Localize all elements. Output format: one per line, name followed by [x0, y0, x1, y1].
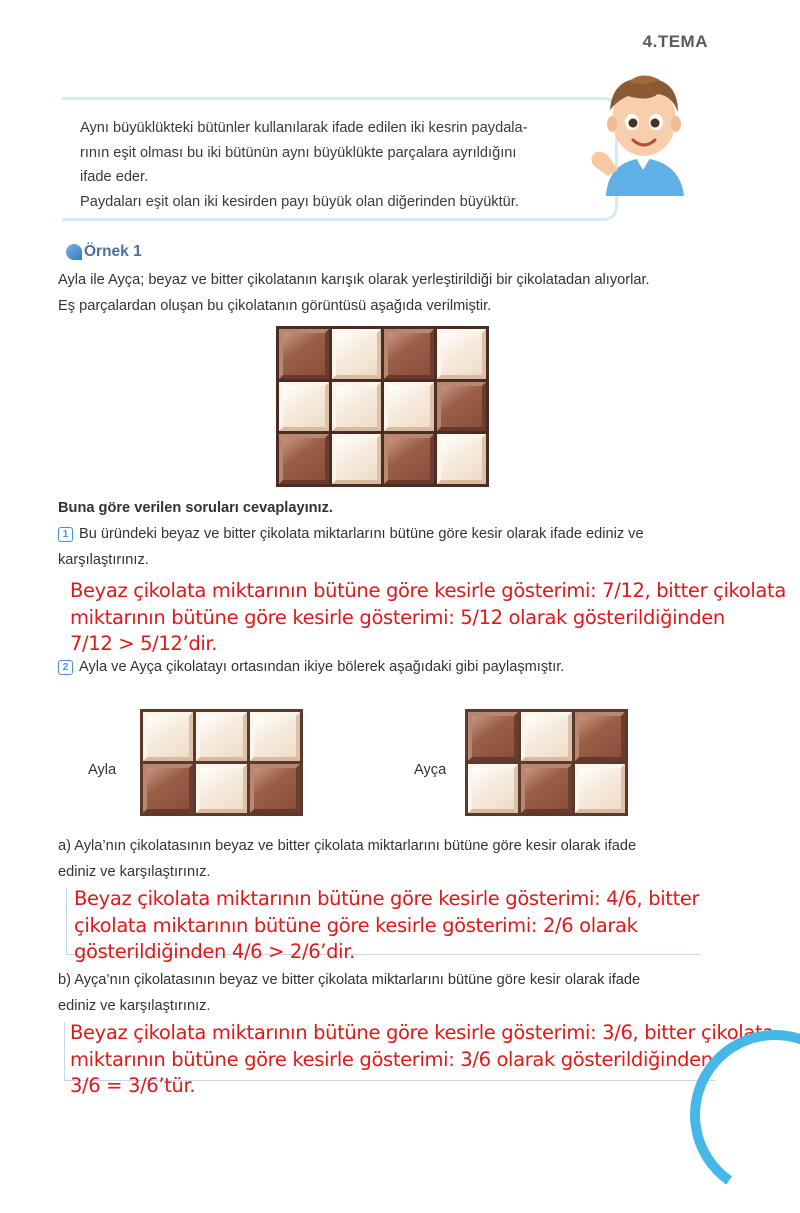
answer-line: 7/12 > 5/12’dir. — [70, 632, 218, 655]
boy-mascot-icon — [588, 66, 698, 196]
white-chocolate-piece — [332, 329, 382, 379]
answer-2a — [74, 886, 699, 966]
intro-line: Ayla ile Ayça; beyaz ve bitter çikolatanın karışık olarak yerleştirildiği bir çikolatadan alıyorlar. — [58, 272, 650, 288]
dark-chocolate-piece — [437, 382, 487, 432]
chocolate-bar-ayla — [140, 709, 303, 816]
answer-line: gösterildiğinden 4/6 > 2/6’dir. — [74, 940, 355, 963]
dark-chocolate-piece — [468, 712, 518, 761]
white-chocolate-piece — [196, 712, 246, 761]
example-tab-icon — [66, 244, 82, 260]
number-one-icon: 1 — [58, 527, 73, 542]
dark-chocolate-piece — [250, 764, 300, 813]
question-1-line: karşılaştırınız. — [58, 552, 149, 568]
ayca-label: Ayça — [414, 762, 447, 778]
answer-1 — [70, 578, 786, 658]
question-2a-line: ediniz ve karşılaştırınız. — [58, 864, 211, 880]
question-2-text: Ayla ve Ayça çikolatayı ortasından ikiye bölerek aşağıdaki gibi paylaşmıştır. — [79, 659, 565, 675]
question-2-line — [58, 659, 564, 675]
white-chocolate-piece — [384, 382, 434, 432]
answer-line: Beyaz çikolata miktarının bütüne göre kesirle gösterimi: 4/6, bitter — [74, 887, 700, 910]
white-chocolate-piece — [279, 382, 329, 432]
dark-chocolate-piece — [575, 712, 625, 761]
question-1-line — [58, 526, 644, 542]
answer-line: Beyaz çikolata miktarının bütüne göre kesirle gösterimi: 3/6, bitter çikolata — [70, 1021, 774, 1044]
chocolate-bar-ayca — [465, 709, 628, 816]
white-chocolate-piece — [332, 434, 382, 484]
info-box — [62, 97, 618, 221]
white-chocolate-piece — [575, 764, 625, 813]
question-2b-line: b) Ayça’nın çikolatasının beyaz ve bitter çikolata miktarlarını bütüne göre kesir olarak ifade — [58, 972, 641, 988]
dark-chocolate-piece — [279, 434, 329, 484]
example-title-text: Örnek 1 — [84, 243, 142, 260]
white-chocolate-piece — [437, 329, 487, 379]
chocolate-bar-full — [276, 326, 489, 487]
info-line: rının eşit olması bu iki bütünün aynı büyüklükte parçalara ayrıldığını — [80, 144, 517, 161]
white-chocolate-piece — [468, 764, 518, 813]
white-chocolate-piece — [196, 764, 246, 813]
instruction: Buna göre verilen soruları cevaplayınız. — [58, 500, 333, 516]
answer-line: 3/6 = 3/6’tür. — [70, 1074, 196, 1097]
intro-line: Eş parçalardan oluşan bu çikolatanın görüntüsü aşağıda verilmiştir. — [58, 298, 492, 314]
white-chocolate-piece — [250, 712, 300, 761]
white-chocolate-piece — [437, 434, 487, 484]
answer-2b — [70, 1020, 774, 1100]
dark-chocolate-piece — [143, 764, 193, 813]
white-chocolate-piece — [332, 382, 382, 432]
answer-line: Beyaz çikolata miktarının bütüne göre kesirle gösterimi: 7/12, bitter çikolata — [70, 579, 786, 602]
answer-line: çikolata miktarının bütüne göre kesirle gösterimi: 2/6 olarak — [74, 913, 638, 937]
question-2a-line: a) Ayla’nın çikolatasının beyaz ve bitter çikolata miktarlarını bütüne göre kesir olarak ifade — [58, 838, 637, 854]
info-line: Paydaları eşit olan iki kesirden payı büyük olan diğerinden büyüktür. — [80, 193, 519, 210]
theme-label: 4.TEMA — [642, 32, 708, 51]
info-line: Aynı büyüklükteki bütünler kullanılarak ifade edilen iki kesrin paydala- — [80, 120, 528, 136]
question-1-text: Bu üründeki beyaz ve bitter çikolata miktarlarını bütüne göre kesir olarak ifade ediniz ve — [79, 526, 644, 542]
dark-chocolate-piece — [521, 764, 571, 813]
dark-chocolate-piece — [279, 329, 329, 379]
white-chocolate-piece — [521, 712, 571, 761]
example-title — [66, 240, 142, 264]
dark-chocolate-piece — [384, 329, 434, 379]
dark-chocolate-piece — [384, 434, 434, 484]
ayla-label: Ayla — [88, 762, 117, 778]
question-2b-line: ediniz ve karşılaştırınız. — [58, 998, 211, 1014]
answer-line: miktarının bütüne göre kesirle gösterimi: 3/6 olarak gösterildiğinden — [70, 1047, 713, 1071]
white-chocolate-piece — [143, 712, 193, 761]
answer-line: miktarının bütüne göre kesirle gösterimi: 5/12 olarak gösterildiğinden — [70, 605, 725, 629]
info-line: ifade eder. — [80, 169, 149, 185]
number-two-icon: 2 — [58, 660, 73, 675]
